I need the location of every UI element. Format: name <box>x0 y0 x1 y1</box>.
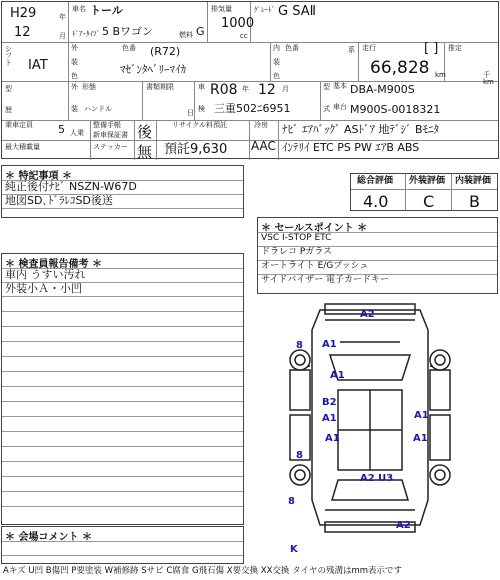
inspector-note-line: 車内 うすい汚れ <box>5 268 86 281</box>
inspect-month: 12 <box>258 82 276 98</box>
tire-depth-mark: 8 <box>288 496 295 507</box>
color-code: (R72) <box>150 45 181 58</box>
special-notes-box <box>1 165 244 218</box>
inspector-notes-box <box>1 253 244 525</box>
special-note-line: 地図SD､ﾄﾞﾗﾚｺSD後送 <box>5 194 113 207</box>
inspector-note-line: 外装小Ａ・小凹 <box>5 282 82 295</box>
grade: G SAⅡ <box>278 4 316 19</box>
chassis-number: M900S-0018321 <box>350 103 441 116</box>
vehicle-info-grid: H29 年 12 月 車名 トール ﾄﾞｱ･ﾀｲﾌﾟ 5 Bワゴン 燃料 G 排気量 1000 cc ｸﾞﾚｰﾄﾞ G SAⅡ シ フ ト IAT 外 装 色 色番 (R72) ﾏｾﾞﾝﾀﾍﾞﾘｰﾏｲｶ 内 装 色 色番 系 走行 [ ] 66,828 km 推定 千km 型 歴 外 形態 装 ハンドル 書類期限 日 車 検 R08 年 12 月 三重502ﾆ6951 型 式 基本 DBA-M900S 車台 M900S-0018321 乗車定員 5 人乗 最大積載量 整備手帳 新車保証書 ステッカー 後 無 リサイクル料預託 預託9,630 冷房 AAC ﾅﾋﾞ ｴｱﾊﾞｯｸﾞ ASﾄﾞｱ 地ﾃﾞｼﾞ Bﾓﾆﾀ ｲﾝﾃﾘｲ ETC PS PW ｴｱB ABS <box>1 1 499 159</box>
recycle-fee: 預託9,630 <box>164 142 228 157</box>
tire-depth-mark: 8 <box>296 340 303 351</box>
damage-legend: Aキズ U凹 B傷凹 P要塗装 W補修跡 Sサビ C腐食 G飛石傷 X要交換 XX交換 タイヤの残溝はmm表示です <box>3 566 403 576</box>
damage-mark: A2 <box>396 520 411 531</box>
car-name: トール <box>90 4 123 17</box>
scores-box: 総合評価 4.0 外装評価 C 内装評価 B <box>350 173 498 211</box>
damage-mark: A1 <box>322 339 337 350</box>
fuel-type: G <box>196 25 205 38</box>
sticker: 無 <box>137 143 153 161</box>
damage-mark: K <box>290 544 298 555</box>
sales-points-box <box>257 217 498 294</box>
interior-score: B <box>469 192 480 211</box>
damage-mark: A2 U3 <box>360 473 394 484</box>
color-name: ﾏｾﾞﾝﾀﾍﾞﾘｰﾏｲｶ <box>120 63 186 76</box>
mileage-bracket: [ ] <box>424 41 439 56</box>
era-year: H29 <box>10 6 37 21</box>
venue-comment-title: ＊ 会場コメント ＊ <box>5 532 92 543</box>
venue-comment-box <box>1 526 244 564</box>
equipment-line-1: ﾅﾋﾞ ｴｱﾊﾞｯｸﾞ ASﾄﾞｱ 地ﾃﾞｼﾞ Bﾓﾆﾀ <box>282 123 440 136</box>
displacement: 1000 <box>221 16 255 31</box>
capacity: 5 <box>58 123 65 136</box>
tire-depth-mark: 8 <box>296 450 303 461</box>
reg-month: 12 <box>14 25 31 40</box>
damage-mark: A1 <box>325 433 340 444</box>
special-note-line: 純正後付ﾅﾋﾞ NSZN-W67D <box>5 180 137 193</box>
shift: IAT <box>28 58 48 73</box>
special-notes-title: ＊ 特記事項 ＊ <box>5 171 72 182</box>
inspector-notes-title: ＊ 検査員報告備考 ＊ <box>5 259 102 270</box>
mileage: 66,828 <box>370 58 430 78</box>
car-damage-diagram <box>270 300 470 550</box>
sales-point-line: ドラレコ Pガラス <box>261 247 333 257</box>
damage-mark: A1 <box>414 410 429 421</box>
door-type: 5 Bワゴン <box>102 25 154 38</box>
sales-point-line: オートライト E/Gプッシュ <box>261 261 369 271</box>
aircon: AAC <box>251 139 276 153</box>
model-code: DBA-M900S <box>350 83 415 96</box>
equipment-line-2: ｲﾝﾃﾘｲ ETC PS PW ｴｱB ABS <box>282 141 420 154</box>
sales-points-title: ＊ セールスポイント ＊ <box>261 223 368 234</box>
exterior-score: C <box>423 192 435 211</box>
damage-mark: A1 <box>413 433 428 444</box>
inspect-era: R08 <box>210 82 238 98</box>
sales-point-line: サイドバイザー 電子カードキー <box>261 275 390 285</box>
sales-point-line: VSC I-STOP ETC <box>261 233 332 243</box>
damage-mark: A1 <box>322 413 337 424</box>
damage-mark: A2 <box>360 309 375 320</box>
overall-score: 4.0 <box>363 192 389 211</box>
damage-mark: A1 <box>330 370 345 381</box>
plate-number: 三重502ﾆ6951 <box>214 102 291 115</box>
damage-mark: B2 <box>322 397 337 408</box>
maint-record: 後 <box>137 123 153 141</box>
